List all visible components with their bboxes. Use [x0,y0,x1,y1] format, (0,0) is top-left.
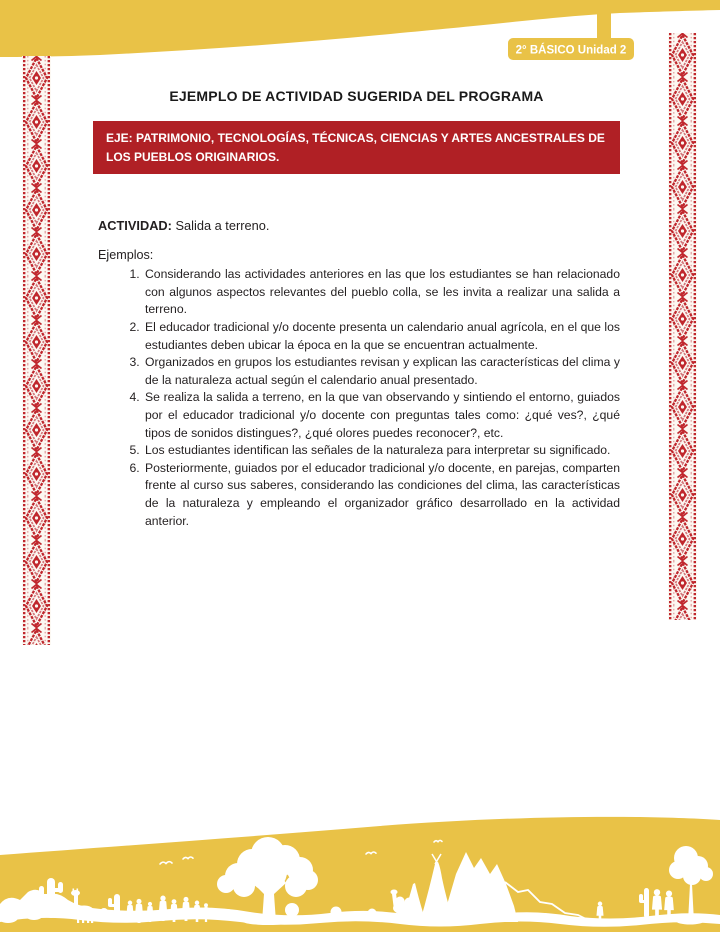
unit-badge-label: 2° BÁSICO Unidad 2 [515,44,627,57]
example-item-2: 2. El educador tradicional y/o docente presenta un calendario anual agrícola, en el que los estudiantes deben ubicar la época en la que se encuentran actualmente. [143,319,620,354]
activity-line [98,218,620,233]
example-item-3: 3. Organizados en grupos los estudiantes revisan y explican las características del clima y de la naturaleza actual según el calendario anual presentado. [143,354,620,389]
footer-landscape [0,782,720,932]
top-wave [0,0,720,64]
unit-badge [508,38,634,60]
example-item-5: 5. Los estudiantes identifican las señales de la naturaleza para interpretar su significado. [143,442,620,460]
examples-label: Ejemplos: [98,248,154,263]
example-item-6: 6. Posteriormente, guiados por el educador tradicional y/o docente, en parejas, comparten frente al curso sus saberes, considerando las condiciones del clima, las características de la naturaleza y empleando el organizador gráfico desarrollado en la actividad anterior. [143,460,620,530]
eje-banner: EJE: PATRIMONIO, TECNOLOGÍAS, TÉCNICAS, CIENCIAS Y ARTES ANCESTRALES DE LOS PUEBLOS ORIGINARIOS. [93,121,620,174]
activity-label: ACTIVIDAD: [98,218,172,234]
page-title: EJEMPLO DE ACTIVIDAD SUGERIDA DEL PROGRAMA [169,88,544,104]
examples-list [93,266,620,530]
activity-name: Salida a terreno. [175,218,270,234]
badge-stem [597,12,611,42]
textile-border-right [668,33,697,620]
textile-border-left [22,56,51,645]
example-item-4: 4. Se realiza la salida a terreno, en la que van observando y sintiendo el entorno, guiados por el educador tradicional y/o docente con preguntas tales como: ¿qué ves?, ¿qué tipos de sonidos distingues?, ¿qué olores puedes reconocer?, etc. [143,389,620,442]
main-content [93,88,620,530]
example-item-1: 1. Considerando las actividades anteriores en las que los estudiantes se han relacionado con algunos aspectos relevantes del pueblo colla, se les invita a realizar una salida a terreno. [143,266,620,319]
